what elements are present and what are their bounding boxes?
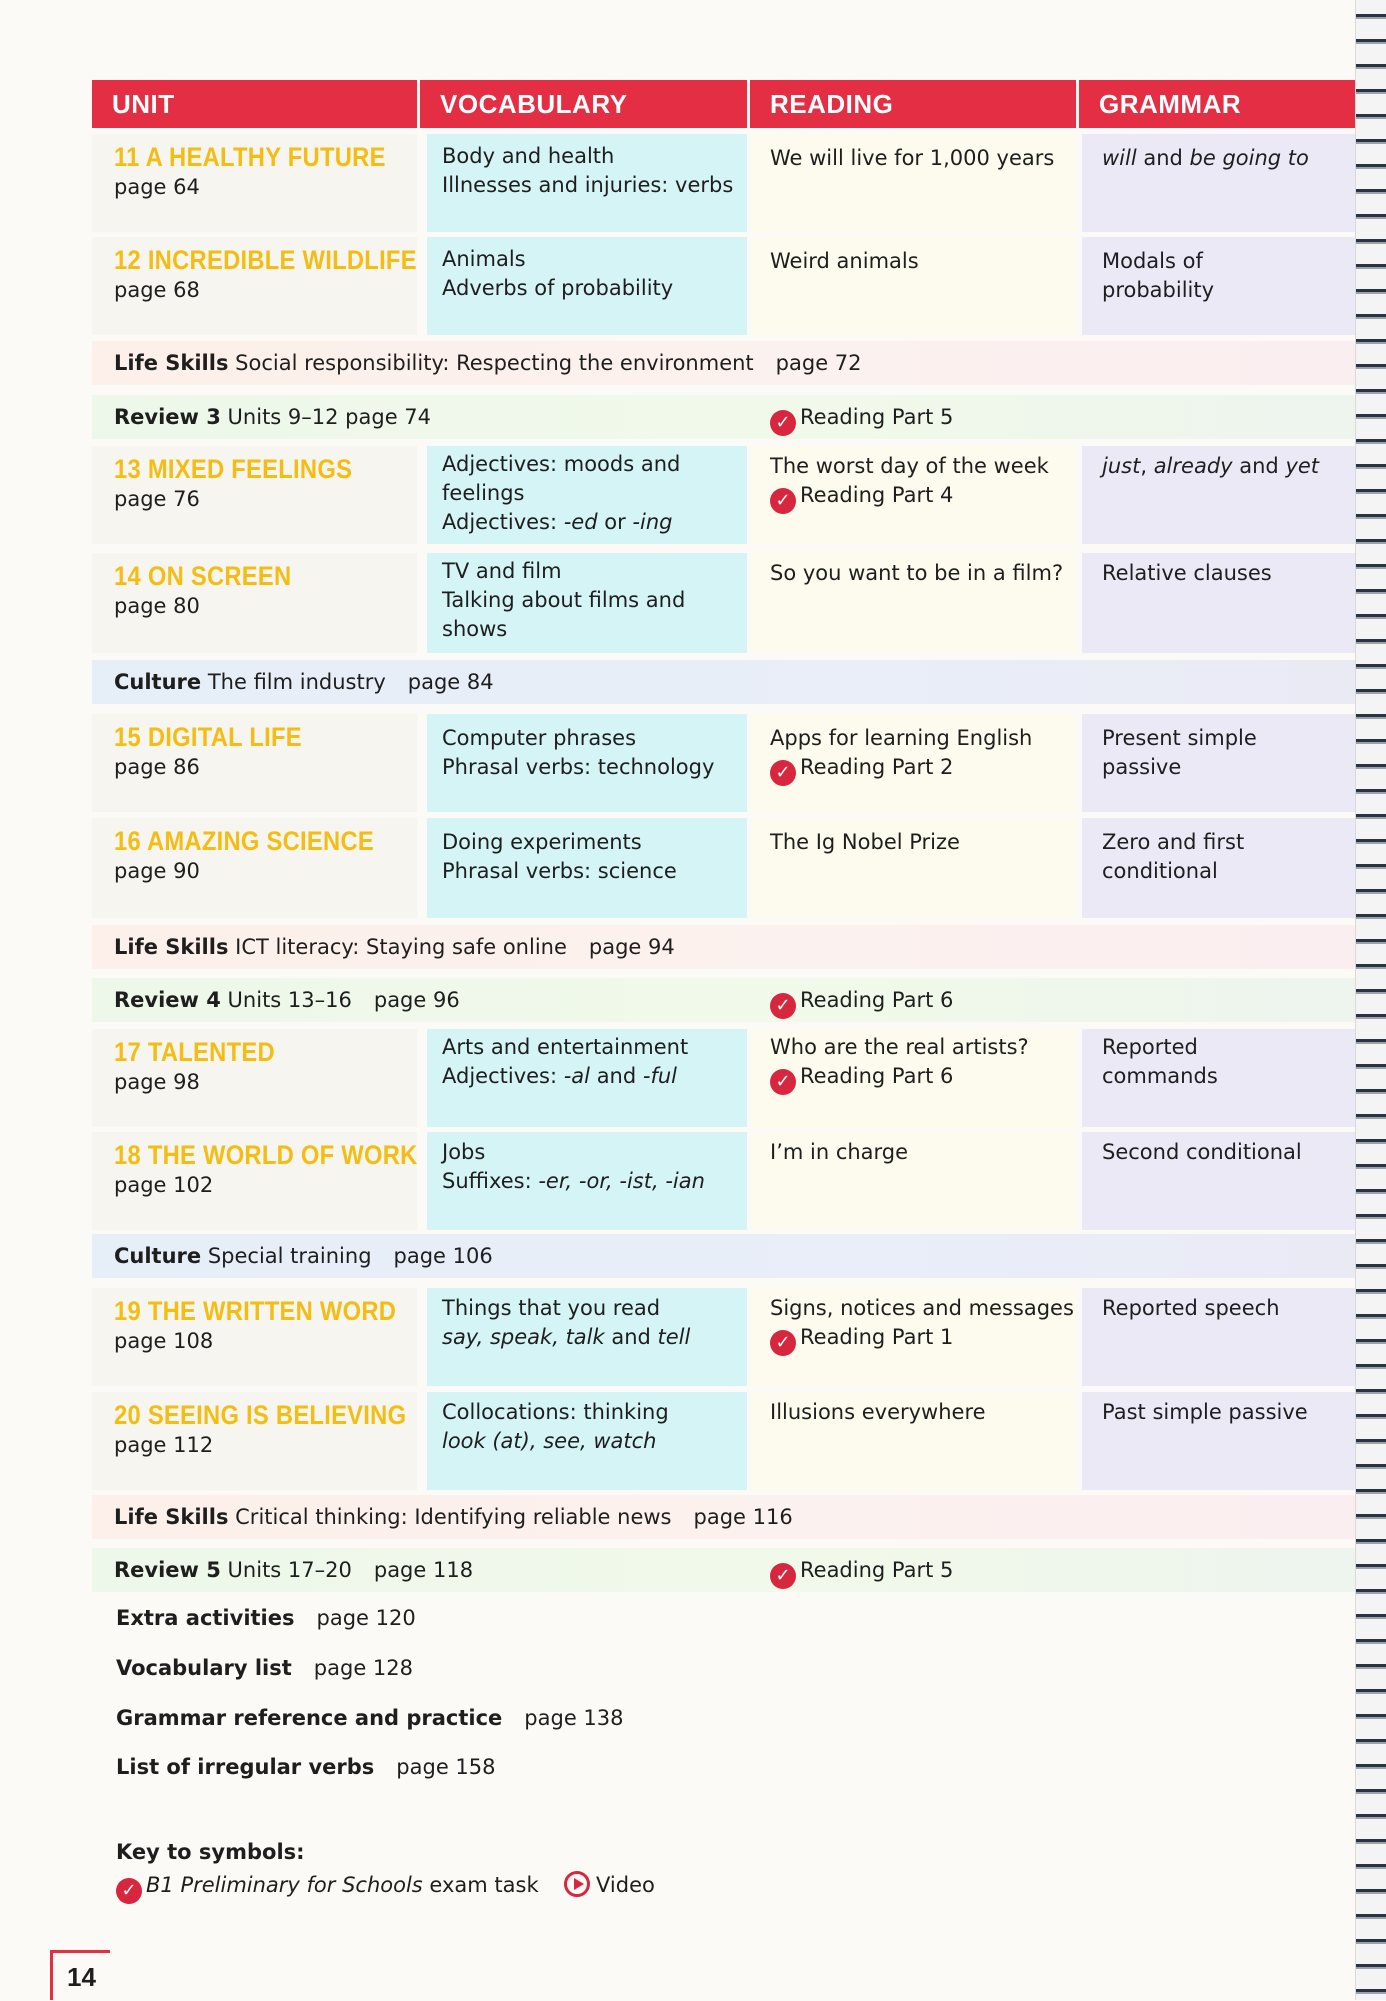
exam-task [770, 481, 1076, 514]
key-exam-suffix: exam task [422, 1873, 539, 1897]
vocabulary-connector: or [597, 510, 633, 534]
reading-item: The worst day of the week [770, 454, 1049, 478]
reading-item: Apps for learning English [770, 726, 1033, 750]
exam-task-icon [770, 410, 796, 436]
extra-label: Vocabulary list [116, 1656, 292, 1680]
key-video [564, 1870, 655, 1900]
band-label: Culture [114, 1244, 202, 1268]
exam-task-icon [770, 1069, 796, 1095]
exam-task-label: Reading Part 1 [800, 1325, 954, 1349]
video-play-icon [564, 1871, 590, 1897]
grammar-reference-entry [116, 1703, 624, 1733]
exam-task [770, 395, 953, 439]
vocabulary-connector: , [476, 1325, 490, 1349]
band-text: Units 17–20 [220, 1558, 352, 1582]
unit-title: 14 ON SCREEN [114, 561, 292, 591]
extra-label: Grammar reference and practice [116, 1706, 503, 1730]
vocabulary-item [442, 1323, 747, 1352]
grammar-item: passive [1102, 755, 1182, 779]
page-number: 14 [50, 1950, 110, 2000]
band-label: Review 4 [114, 988, 221, 1012]
vocabulary-term: say [442, 1325, 477, 1349]
vocabulary-item: Illnesses and injuries: verbs [442, 173, 734, 197]
vocabulary-connector: and [590, 1064, 643, 1088]
extra-page: page 138 [524, 1706, 624, 1730]
vocabulary-item: TV and film [442, 559, 562, 583]
vocabulary-item: look (at), see, watch [442, 1429, 657, 1453]
life-skills-band [92, 925, 1356, 969]
vocabulary-cell [427, 1392, 747, 1490]
vocabulary-cell [427, 1132, 747, 1230]
exam-task [770, 1062, 1076, 1095]
exam-task-label: Reading Part 2 [800, 755, 954, 779]
grammar-item: Present simple [1102, 726, 1257, 750]
exam-task-icon [770, 1563, 796, 1589]
grammar-item: Relative clauses [1102, 561, 1272, 585]
unit-title: 20 SEEING IS BELIEVING [114, 1400, 407, 1430]
extra-page: page 158 [396, 1755, 496, 1779]
band-page: page 106 [393, 1244, 493, 1268]
exam-task-icon [770, 488, 796, 514]
band-label: Life Skills [114, 351, 229, 375]
band-text: Special training [201, 1244, 372, 1268]
grammar-cell [1082, 1029, 1356, 1127]
grammar-cell [1082, 1288, 1356, 1386]
grammar-item [1102, 144, 1356, 173]
unit-cell [92, 1392, 417, 1490]
reading-cell [750, 237, 1076, 335]
key-exam-task [116, 1870, 539, 1904]
unit-page: page 108 [114, 1329, 214, 1353]
vocabulary-cell [427, 237, 747, 335]
grammar-cell [1082, 1392, 1356, 1490]
vocabulary-term: speak [489, 1325, 553, 1349]
exam-task-icon [770, 993, 796, 1019]
band-text: Units 9–12 page 74 [220, 405, 432, 429]
grammar-term: will [1102, 146, 1137, 170]
unit-cell [92, 1029, 417, 1127]
vocabulary-item: Animals [442, 247, 526, 271]
grammar-item [1102, 452, 1356, 481]
vocabulary-term: tell [657, 1325, 691, 1349]
unit-cell [92, 553, 417, 653]
vocabulary-item: Jobs [442, 1140, 486, 1164]
unit-cell [92, 446, 417, 544]
reading-cell [750, 1029, 1076, 1127]
vocabulary-suffix: -ed [563, 510, 598, 534]
band-page: page 72 [775, 351, 862, 375]
life-skills-band [92, 1495, 1356, 1539]
unit-page: page 68 [114, 278, 200, 302]
exam-task-icon [770, 1330, 796, 1356]
reading-cell [750, 134, 1076, 232]
vocabulary-item: Talking about films and [442, 588, 686, 612]
exam-task-icon [770, 760, 796, 786]
unit-title: 18 THE WORLD OF WORK [114, 1140, 418, 1170]
vocabulary-cell [427, 134, 747, 232]
header-unit: UNIT [92, 80, 417, 128]
header-vocabulary: VOCABULARY [420, 80, 747, 128]
culture-band [92, 1234, 1356, 1278]
vocabulary-cell [427, 553, 747, 653]
vocabulary-text: Suffixes: [442, 1169, 539, 1193]
unit-title: 16 AMAZING SCIENCE [114, 826, 374, 856]
unit-cell [92, 1132, 417, 1230]
unit-cell [92, 134, 417, 232]
vocabulary-text: Adjectives: [442, 1064, 564, 1088]
vocabulary-text: Adjectives: [442, 510, 564, 534]
exam-task-label: Reading Part 6 [800, 1064, 954, 1088]
vocabulary-cell [427, 446, 747, 544]
grammar-item: Reported speech [1102, 1296, 1280, 1320]
vocabulary-item: Collocations: thinking [442, 1400, 669, 1424]
reading-item: So you want to be in a film? [770, 561, 1064, 585]
exam-task [770, 978, 953, 1022]
key-exam-name: B1 Preliminary for Schools [146, 1873, 423, 1897]
extra-label: Extra activities [116, 1606, 295, 1630]
unit-cell [92, 1288, 417, 1386]
irregular-verbs-entry [116, 1752, 496, 1782]
vocabulary-connector: and [604, 1325, 658, 1349]
vocabulary-item: Doing experiments [442, 830, 642, 854]
reading-item: Who are the real artists? [770, 1035, 1029, 1059]
vocabulary-item [442, 1062, 747, 1091]
reading-cell [750, 1288, 1076, 1386]
grammar-term: yet [1285, 454, 1320, 478]
unit-title: 11 A HEALTHY FUTURE [114, 142, 386, 172]
vocabulary-term: talk [565, 1325, 605, 1349]
exam-task-label: Reading Part 6 [800, 988, 954, 1012]
vocabulary-item: Phrasal verbs: science [442, 859, 677, 883]
grammar-term: just [1102, 454, 1141, 478]
reading-item: We will live for 1,000 years [770, 146, 1055, 170]
band-page: page 84 [407, 670, 494, 694]
unit-cell [92, 818, 417, 918]
life-skills-band [92, 341, 1356, 385]
reading-cell [750, 446, 1076, 544]
extra-page: page 120 [316, 1606, 416, 1630]
exam-task [770, 753, 1076, 786]
grammar-item: Modals of [1102, 249, 1203, 273]
vocabulary-suffix: -al [563, 1064, 591, 1088]
vocabulary-item: feelings [442, 481, 525, 505]
reading-item: Weird animals [770, 249, 919, 273]
vocabulary-item: Phrasal verbs: technology [442, 755, 715, 779]
header-grammar: GRAMMAR [1079, 80, 1356, 128]
grammar-connector: and [1232, 454, 1286, 478]
grammar-item: probability [1102, 278, 1215, 302]
exam-task-label: Reading Part 5 [800, 405, 954, 429]
grammar-item: Second conditional [1102, 1140, 1302, 1164]
exam-task [770, 1323, 1076, 1356]
extra-page: page 128 [313, 1656, 414, 1680]
band-text: Critical thinking: Identifying reliable news [228, 1505, 672, 1529]
vocabulary-item: shows [442, 617, 508, 641]
vocabulary-item: Computer phrases [442, 726, 637, 750]
band-page: page 96 [373, 988, 460, 1012]
unit-cell [92, 237, 417, 335]
band-text: Social responsibility: Respecting the environment [228, 351, 754, 375]
unit-page: page 98 [114, 1070, 200, 1094]
reading-cell [750, 714, 1076, 812]
band-text: The film industry [201, 670, 386, 694]
reading-item: I’m in charge [770, 1140, 909, 1164]
grammar-item: Reported [1102, 1035, 1198, 1059]
vocabulary-item [442, 508, 747, 537]
unit-page: page 80 [114, 594, 200, 618]
unit-title: 19 THE WRITTEN WORD [114, 1296, 397, 1326]
unit-title: 17 TALENTED [114, 1037, 275, 1067]
unit-page: page 90 [114, 859, 200, 883]
grammar-cell [1082, 446, 1356, 544]
unit-page: page 102 [114, 1173, 214, 1197]
unit-page: page 64 [114, 175, 200, 199]
review-band [92, 395, 1356, 439]
vocabulary-item: Arts and entertainment [442, 1035, 689, 1059]
header-reading: READING [750, 80, 1076, 128]
unit-page: page 112 [114, 1433, 214, 1457]
vocabulary-suffix: -ful [642, 1064, 677, 1088]
reading-item: Illusions everywhere [770, 1400, 986, 1424]
vocabulary-item: Things that you read [442, 1296, 661, 1320]
grammar-cell [1082, 818, 1356, 918]
reading-item: The Ig Nobel Prize [770, 830, 960, 854]
extra-activities-entry [116, 1603, 416, 1633]
exam-task [770, 1548, 953, 1592]
band-label: Life Skills [114, 935, 229, 959]
grammar-cell [1082, 714, 1356, 812]
exam-task-icon [116, 1878, 142, 1904]
vocabulary-suffix: -ing [632, 510, 673, 534]
band-page: page 94 [588, 935, 675, 959]
unit-cell [92, 714, 417, 812]
key-title: Key to symbols: [116, 1840, 305, 1864]
review-band [92, 1548, 1356, 1592]
review-band [92, 978, 1356, 1022]
exam-task-label: Reading Part 4 [800, 483, 954, 507]
band-label: Culture [114, 670, 202, 694]
vocabulary-cell [427, 1288, 747, 1386]
exam-task-label: Reading Part 5 [800, 1558, 954, 1582]
reading-cell [750, 818, 1076, 918]
vocabulary-item: Adverbs of probability [442, 276, 674, 300]
grammar-cell [1082, 1132, 1356, 1230]
band-text: Units 13–16 [220, 988, 352, 1012]
grammar-cell [1082, 553, 1356, 653]
band-page: page 116 [693, 1505, 793, 1529]
reading-cell [750, 553, 1076, 653]
key-video-label: Video [596, 1873, 655, 1897]
reading-cell [750, 1392, 1076, 1490]
reading-cell [750, 1132, 1076, 1230]
grammar-cell [1082, 237, 1356, 335]
unit-page: page 86 [114, 755, 200, 779]
band-label: Review 5 [114, 1558, 221, 1582]
vocabulary-cell [427, 818, 747, 918]
vocabulary-connector: , [552, 1325, 566, 1349]
spiral-binding [1355, 0, 1386, 2000]
extra-label: List of irregular verbs [116, 1755, 375, 1779]
grammar-item: Past simple passive [1102, 1400, 1308, 1424]
grammar-item: commands [1102, 1064, 1218, 1088]
band-page: page 118 [373, 1558, 474, 1582]
vocabulary-item: Adjectives: moods and [442, 452, 681, 476]
vocabulary-item [442, 1167, 747, 1196]
grammar-item: conditional [1102, 859, 1218, 883]
band-label: Review 3 [114, 405, 221, 429]
unit-title: 15 DIGITAL LIFE [114, 722, 302, 752]
vocabulary-suffix: -er, -or, -ist, -ian [538, 1169, 705, 1193]
grammar-cell [1082, 134, 1356, 232]
grammar-item: Zero and first [1102, 830, 1245, 854]
culture-band [92, 660, 1356, 704]
grammar-connector: , [1140, 454, 1154, 478]
grammar-connector: and [1136, 146, 1190, 170]
unit-page: page 76 [114, 487, 200, 511]
grammar-term: be going to [1189, 146, 1309, 170]
vocabulary-item: Body and health [442, 144, 615, 168]
vocabulary-cell [427, 1029, 747, 1127]
band-text: ICT literacy: Staying safe online [228, 935, 567, 959]
vocabulary-cell [427, 714, 747, 812]
vocabulary-list-entry [116, 1653, 413, 1683]
band-label: Life Skills [114, 1505, 229, 1529]
unit-title: 12 INCREDIBLE WILDLIFE [114, 245, 417, 275]
unit-title: 13 MIXED FEELINGS [114, 454, 353, 484]
reading-item: Signs, notices and messages [770, 1296, 1074, 1320]
grammar-term: already [1153, 454, 1233, 478]
